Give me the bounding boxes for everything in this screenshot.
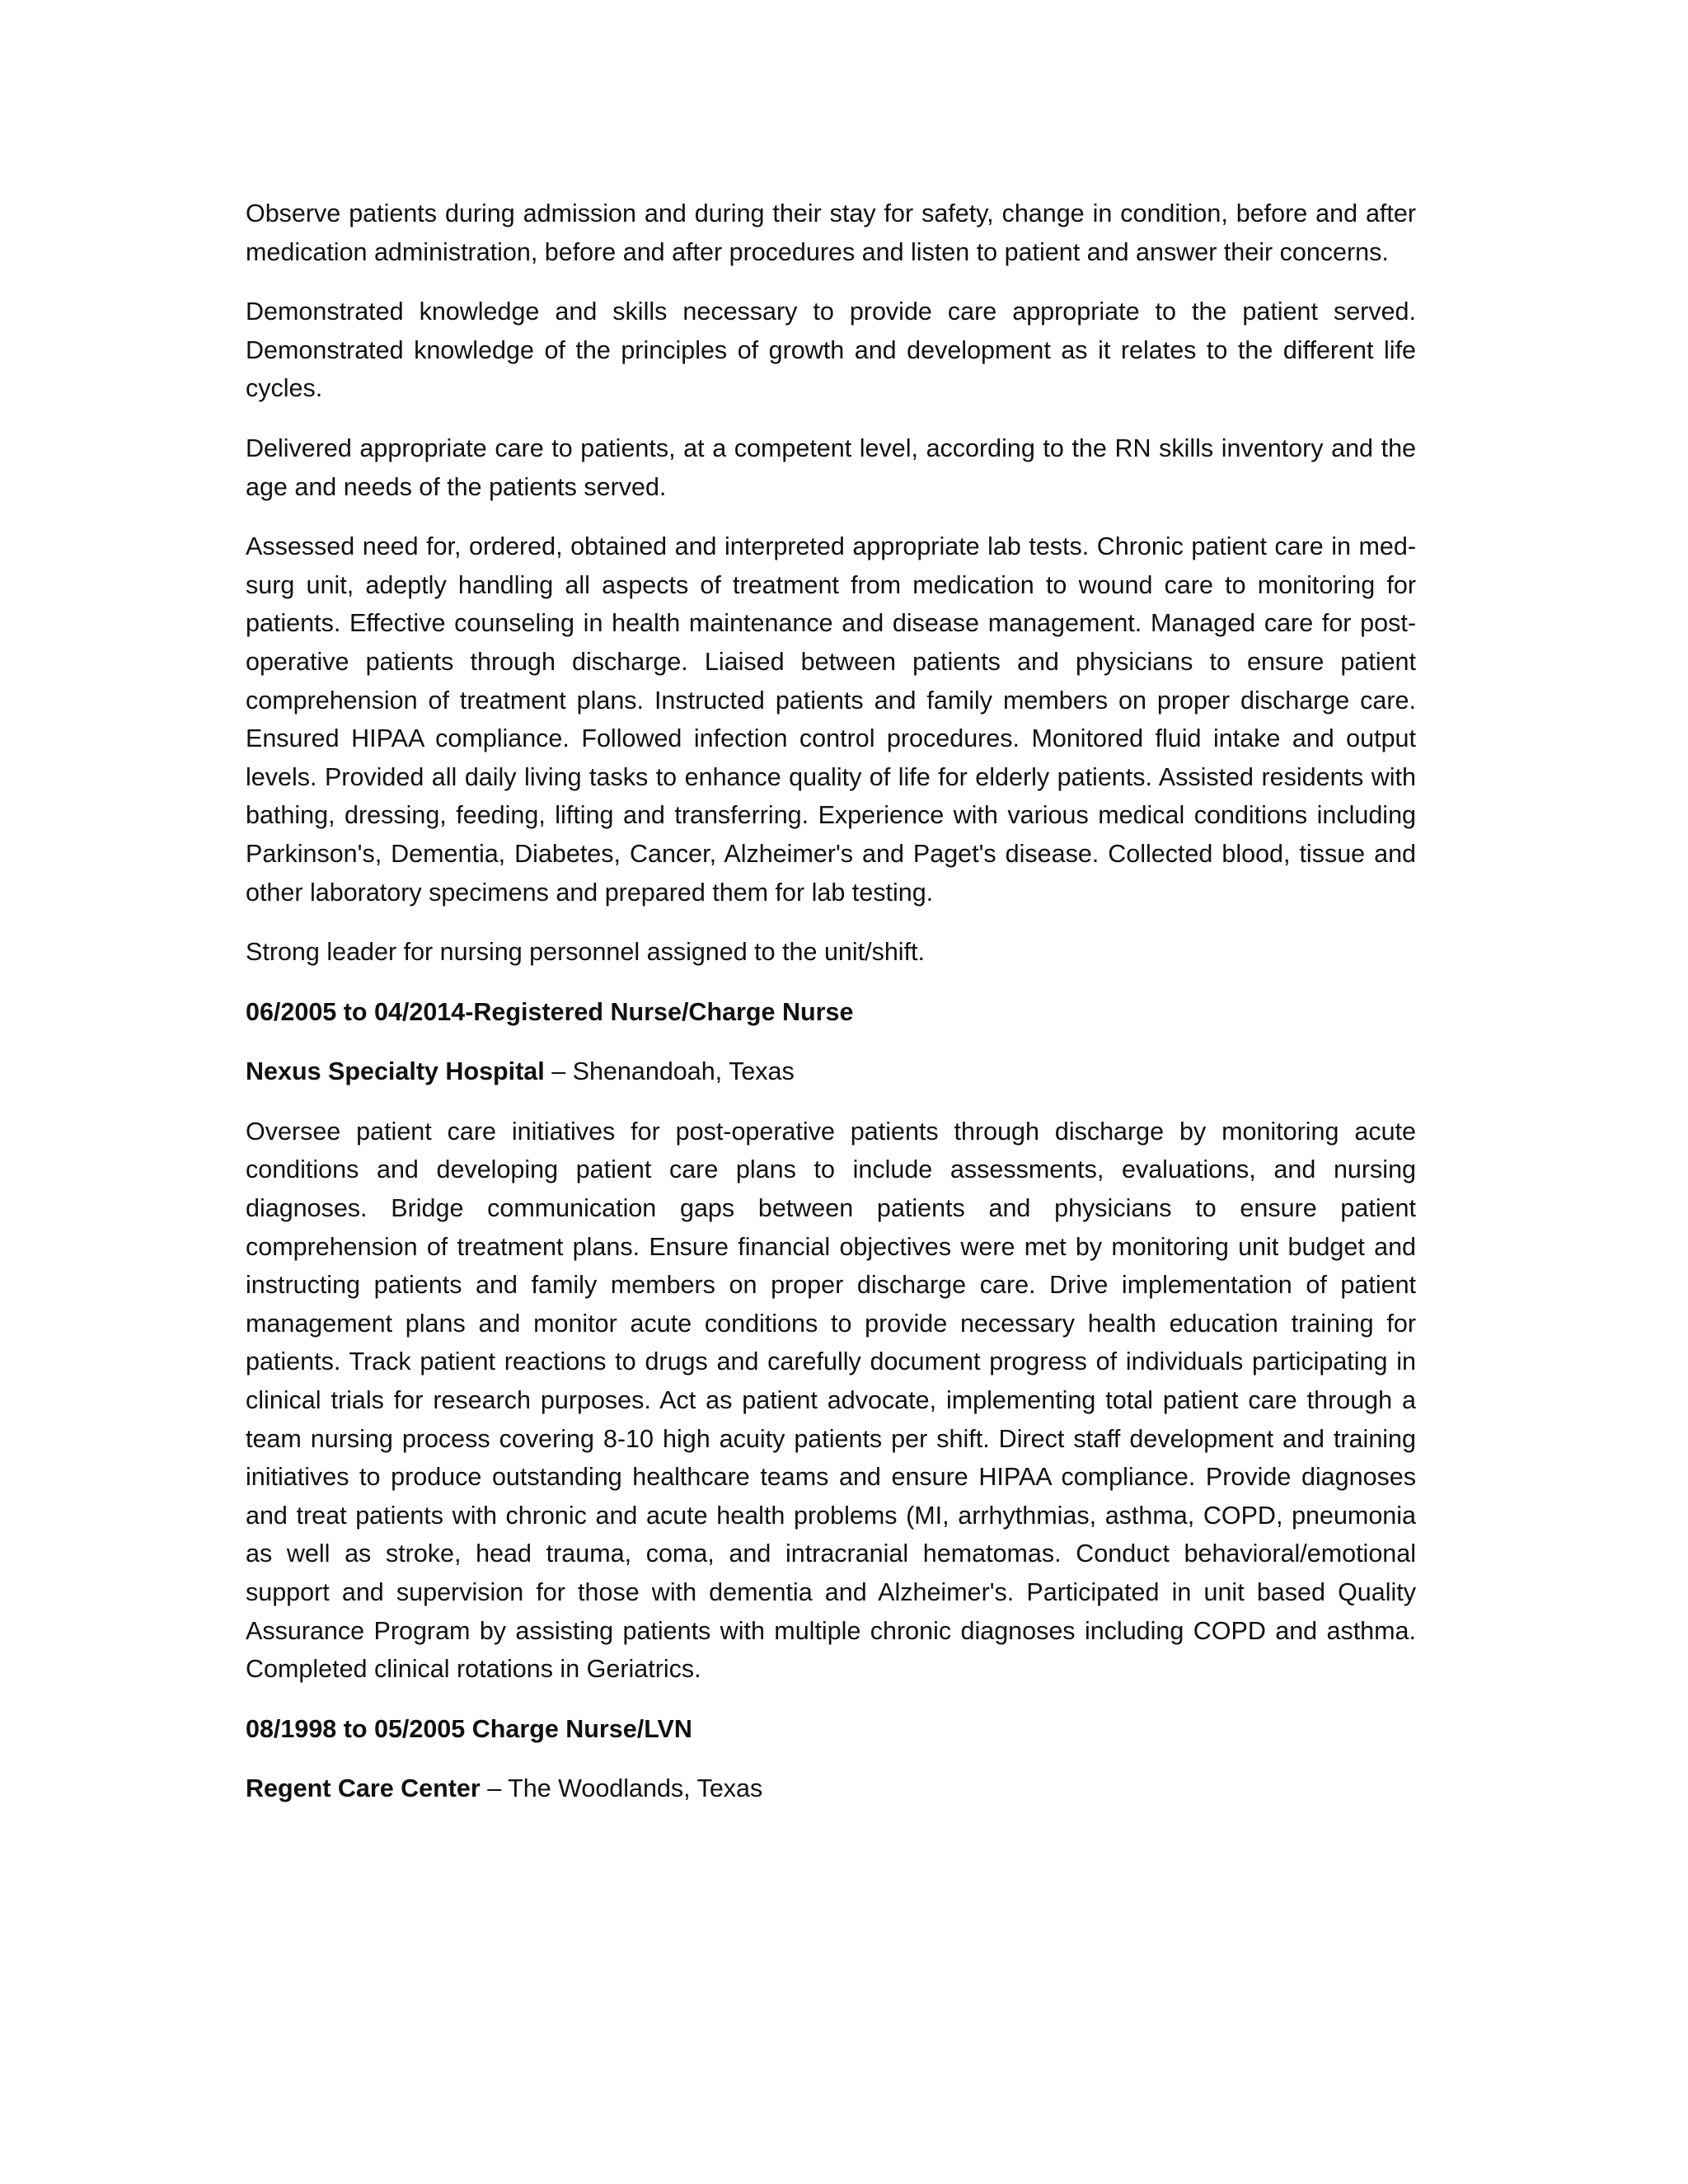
employer-line-regent bbox=[246, 1769, 1416, 1808]
duties-paragraph-care: Delivered appropriate care to patients, at a competent level, according to the RN skills inventory and the age and needs of the patients served. bbox=[246, 434, 1416, 501]
duties-paragraph-knowledge: Demonstrated knowledge and skills necessary to provide care appropriate to the patient served. Demonstrated knowledge of the principles of growth and development as it relates to the different life cycles. bbox=[246, 298, 1416, 403]
employer-location: – Shenandoah, Texas bbox=[544, 1057, 795, 1086]
employer-name: Regent Care Center bbox=[246, 1774, 481, 1803]
job-heading-registered-nurse: 06/2005 to 04/2014-Registered Nurse/Charge Nurse bbox=[246, 997, 854, 1026]
employer-line-nexus bbox=[246, 1052, 1416, 1091]
employer-name: Nexus Specialty Hospital bbox=[246, 1057, 545, 1086]
resume-page bbox=[246, 194, 1416, 1830]
duties-paragraph-observe: Observe patients during admission and during their stay for safety, change in condition, before and after medication administration, before and after procedures and listen to patient and answer their concerns. bbox=[246, 199, 1416, 266]
duties-paragraph-assessed: Assessed need for, ordered, obtained and interpreted appropriate lab tests. Chronic patient care in med-surg unit, adeptly handling all aspects of treatment from medication to wound care to monitoring for patients. Effective counseling in health maintenance and disease management. Managed care for post-operative patients through discharge. Liaised between patients and physicians to ensure patient comprehension of treatment plans. Instructed patients and family members on proper discharge care. Ensured HIPAA compliance. Followed infection control procedures. Monitored fluid intake and output levels. Provided all daily living tasks to enhance quality of life for elderly patients. Assisted residents with bathing, dressing, feeding, lifting and transferring. Experience with various medical conditions including Parkinson's, Dementia, Diabetes, Cancer, Alzheimer's and Paget's disease. Collected blood, tissue and other laboratory specimens and prepared them for lab testing. bbox=[246, 532, 1416, 907]
job-description-registered-nurse: Oversee patient care initiatives for post-operative patients through discharge by monitoring acute conditions and developing patient care plans to include assessments, evaluations, and nursing diagnoses. Bridge communication gaps between patients and physicians to ensure patient comprehension of treatment plans. Ensure financial objectives were met by monitoring unit budget and instructing patients and family members on proper discharge care. Drive implementation of patient management plans and monitor acute conditions to provide necessary health education training for patients. Track patient reactions to drugs and carefully document progress of individuals participating in clinical trials for research purposes. Act as patient advocate, implementing total patient care through a team nursing process covering 8-10 high acuity patients per shift. Direct staff development and training initiatives to produce outstanding healthcare teams and ensure HIPAA compliance. Provide diagnoses and treat patients with chronic and acute health problems (MI, arrhythmias, asthma, COPD, pneumonia as well as stroke, head trauma, coma, and intracranial hematomas. Conduct behavioral/emotional support and supervision for those with dementia and Alzheimer's. Participated in unit based Quality Assurance Program by assisting patients with multiple chronic diagnoses including COPD and asthma. Completed clinical rotations in Geriatrics. bbox=[246, 1117, 1416, 1684]
employer-location: – The Woodlands, Texas bbox=[480, 1774, 763, 1803]
duties-paragraph-leader: Strong leader for nursing personnel assigned to the unit/shift. bbox=[246, 938, 926, 967]
job-heading-charge-nurse: 08/1998 to 05/2005 Charge Nurse/LVN bbox=[246, 1714, 692, 1743]
